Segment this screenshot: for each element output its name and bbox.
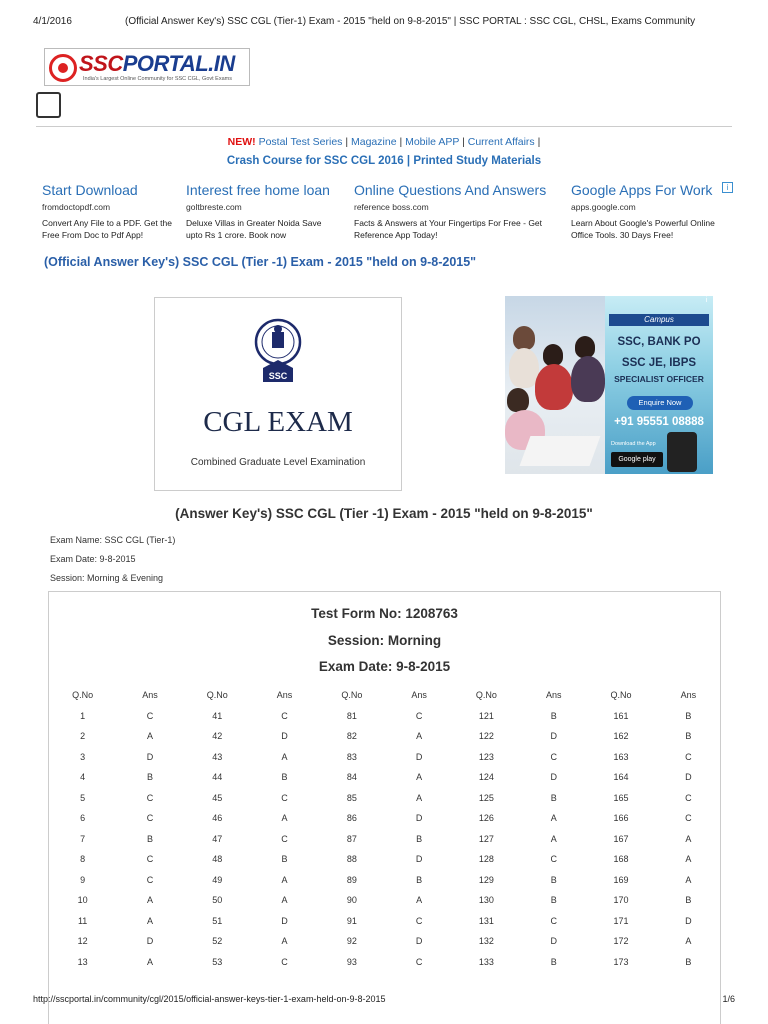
nav-link-crash-course[interactable]: Crash Course for SSC CGL 2016 xyxy=(226,155,404,167)
column-header: Ans xyxy=(680,690,697,701)
answer-cell: A xyxy=(416,731,423,742)
question-number-cell: 52 xyxy=(212,936,223,947)
table-row xyxy=(49,849,722,870)
ad-domain: fromdoctopdf.com xyxy=(42,202,111,212)
promo-line2: SSC JE, IBPS xyxy=(621,357,697,369)
phone-icon xyxy=(667,432,697,472)
question-number-cell: 11 xyxy=(77,915,88,926)
promo-line3: SPECIALIST OFFICER xyxy=(614,374,704,384)
question-number-cell: 13 xyxy=(77,956,88,967)
answer-cell: B xyxy=(281,772,288,783)
answer-cell: C xyxy=(146,710,154,721)
header-divider xyxy=(36,126,732,127)
nav-link-magazine[interactable]: Magazine xyxy=(351,136,397,148)
question-number-cell: 48 xyxy=(212,854,223,865)
question-number-cell: 130 xyxy=(478,895,494,906)
answer-cell: A xyxy=(685,854,692,865)
answer-cell: C xyxy=(146,854,154,865)
answer-cell: C xyxy=(146,874,154,885)
new-badge: NEW! xyxy=(227,136,256,148)
question-number-cell: 167 xyxy=(613,833,629,844)
question-number-cell: 123 xyxy=(478,751,494,762)
enquire-now-button[interactable]: Enquire Now xyxy=(627,396,693,410)
ad-item[interactable] xyxy=(42,182,182,241)
answer-cell: A xyxy=(281,813,288,824)
question-number-cell: 165 xyxy=(613,792,629,803)
question-number-cell: 47 xyxy=(212,833,223,844)
question-number-cell: 81 xyxy=(346,710,357,721)
answer-cell: A xyxy=(146,956,153,967)
question-number-cell: 169 xyxy=(613,874,629,885)
answer-cell: B xyxy=(146,833,153,844)
answer-cell: C xyxy=(685,813,692,824)
answer-cell: D xyxy=(550,731,557,742)
print-page-title: (Official Answer Key's) SSC CGL (Tier-1) Exam - 2015 "held on 9-8-2015" | SSC PORTAL : SSC CGL, CHSL, Exams Community xyxy=(125,16,696,27)
question-number-cell: 124 xyxy=(478,772,494,783)
answer-cell: D xyxy=(415,854,423,865)
question-number-cell: 131 xyxy=(478,915,494,926)
question-number-cell: 133 xyxy=(478,956,494,967)
ad-choices-icon[interactable]: i xyxy=(722,182,733,193)
question-number-cell: 166 xyxy=(613,813,629,824)
site-logo-text: SSCPORTAL.IN xyxy=(79,51,235,76)
ad-item[interactable] xyxy=(186,182,338,241)
answer-cell: A xyxy=(281,895,288,906)
answer-cell: B xyxy=(146,772,153,783)
question-number-cell: 85 xyxy=(346,792,357,803)
table-row xyxy=(49,952,722,973)
question-number-cell: 1 xyxy=(80,710,86,721)
question-number-cell: 126 xyxy=(478,813,494,824)
answer-cell: B xyxy=(416,874,423,885)
answer-cell: D xyxy=(685,772,692,783)
promo-panel xyxy=(605,296,713,474)
table-row xyxy=(49,890,722,911)
top-nav: NEW! Postal Test Series | Magazine | Mobile APP | Current Affairs | xyxy=(227,136,541,148)
ad-domain: goltbreste.com xyxy=(186,202,242,212)
cgl-exam-banner xyxy=(154,297,402,491)
answer-cell: C xyxy=(281,956,288,967)
answer-cell: A xyxy=(550,833,557,844)
answer-cell: C xyxy=(415,956,423,967)
answer-cell: B xyxy=(685,956,692,967)
answer-cell: C xyxy=(281,710,288,721)
nav-link-current-affairs[interactable]: Current Affairs xyxy=(467,136,535,148)
print-date: 4/1/2016 xyxy=(33,16,72,27)
question-number-cell: 161 xyxy=(613,710,629,721)
promo-nav: Crash Course for SSC CGL 2016 | Printed Study Materials xyxy=(226,155,542,167)
question-number-cell: 51 xyxy=(212,915,223,926)
question-number-cell: 49 xyxy=(212,874,223,885)
test-form-number: Test Form No: 1208763 xyxy=(311,606,458,621)
question-number-cell: 44 xyxy=(212,772,223,783)
table-exam-date: Exam Date: 9-8-2015 xyxy=(318,659,451,674)
table-session: Session: Morning xyxy=(327,633,442,648)
answer-cell: D xyxy=(415,813,423,824)
answer-cell: C xyxy=(281,792,288,803)
question-number-cell: 53 xyxy=(212,956,223,967)
question-number-cell: 125 xyxy=(478,792,494,803)
answer-cell: A xyxy=(146,915,153,926)
question-number-cell: 171 xyxy=(613,915,629,926)
question-number-cell: 129 xyxy=(478,874,494,885)
answer-cell: C xyxy=(415,915,423,926)
column-header: Q.No xyxy=(341,690,363,701)
table-row xyxy=(49,788,722,809)
section-title: (Answer Key's) SSC CGL (Tier -1) Exam - 2015 "held on 9-8-2015" xyxy=(175,506,593,521)
table-row xyxy=(49,829,722,850)
question-number-cell: 83 xyxy=(346,751,357,762)
question-number-cell: 132 xyxy=(478,936,494,947)
answer-cell: A xyxy=(416,895,423,906)
answer-cell: D xyxy=(146,936,154,947)
question-number-cell: 86 xyxy=(346,813,357,824)
column-header: Q.No xyxy=(206,690,228,701)
question-number-cell: 4 xyxy=(80,772,86,783)
question-number-cell: 172 xyxy=(613,936,629,947)
answer-cell: D xyxy=(685,915,692,926)
question-number-cell: 90 xyxy=(346,895,357,906)
table-row xyxy=(49,706,722,727)
ad-title[interactable]: Start Download xyxy=(42,182,138,198)
answer-cell: A xyxy=(281,751,288,762)
question-number-cell: 91 xyxy=(346,915,357,926)
table-row xyxy=(49,726,722,747)
column-header: Ans xyxy=(142,690,158,701)
question-number-cell: 162 xyxy=(613,731,629,742)
answer-cell: B xyxy=(416,833,423,844)
answer-key-panel xyxy=(48,591,721,1024)
question-number-cell: 127 xyxy=(478,833,494,844)
answer-cell: A xyxy=(281,936,288,947)
question-number-cell: 46 xyxy=(212,813,223,824)
ad-domain: reference boss.com xyxy=(354,202,429,212)
site-logo[interactable] xyxy=(44,48,250,86)
answer-cell: C xyxy=(146,813,154,824)
column-header: Ans xyxy=(411,690,427,701)
promo-phone[interactable]: +91 95551 08888 xyxy=(614,416,704,428)
answer-cell: D xyxy=(281,915,288,926)
promo-brand: Campus xyxy=(609,314,709,326)
table-header-row xyxy=(49,685,722,706)
answer-cell: A xyxy=(416,772,423,783)
answer-cell: C xyxy=(685,792,692,803)
nav-link-printed-study-materials[interactable]: Printed Study Materials xyxy=(413,155,542,167)
question-number-cell: 163 xyxy=(613,751,629,762)
table-row xyxy=(49,767,722,788)
answer-cell: B xyxy=(685,895,692,906)
exam-session: Session: Morning & Evening xyxy=(50,573,164,583)
question-number-cell: 84 xyxy=(346,772,357,783)
table-body xyxy=(49,706,722,973)
question-number-cell: 5 xyxy=(80,792,86,803)
coaching-promo-ad[interactable] xyxy=(505,296,713,474)
question-number-cell: 9 xyxy=(80,874,86,885)
answer-cell: A xyxy=(550,813,557,824)
column-header: Ans xyxy=(545,690,562,701)
ad-description: Facts & Answers at Your Fingertips For Free - Get Reference App Today! xyxy=(354,218,543,240)
question-number-cell: 42 xyxy=(212,731,223,742)
seal-label: SSC xyxy=(268,371,288,381)
answer-cell: B xyxy=(550,710,557,721)
question-number-cell: 170 xyxy=(613,895,629,906)
ad-description: Convert Any File to a PDF. Get the Free From Doc to Pdf App! xyxy=(42,218,172,240)
question-number-cell: 89 xyxy=(346,874,357,885)
answer-cell: C xyxy=(146,792,154,803)
ad-info-icon[interactable]: i xyxy=(705,297,708,304)
google-play-badge[interactable]: Google play xyxy=(611,452,663,467)
print-url: http://sscportal.in/community/cgl/2015/official-answer-keys-tier-1-exam-held-on-9-8-2015 xyxy=(33,994,386,1004)
column-header: Q.No xyxy=(610,690,632,701)
download-app-label: Download the App xyxy=(611,441,656,447)
page-number: 1/6 xyxy=(722,994,735,1004)
question-number-cell: 92 xyxy=(346,936,357,947)
banner-subtitle: Combined Graduate Level Examination xyxy=(190,457,366,468)
answer-cell: D xyxy=(415,751,423,762)
table-row xyxy=(49,870,722,891)
answer-cell: D xyxy=(550,772,557,783)
print-header xyxy=(33,16,735,30)
answer-cell: B xyxy=(685,710,692,721)
post-title[interactable]: (Official Answer Key's) SSC CGL (Tier -1) Exam - 2015 "held on 9-8-2015" xyxy=(44,255,477,269)
question-number-cell: 128 xyxy=(478,854,494,865)
answer-cell: A xyxy=(685,874,692,885)
ad-item[interactable] xyxy=(571,182,723,241)
ad-banner xyxy=(42,182,737,244)
nav-link-postal-test-series[interactable]: Postal Test Series xyxy=(258,136,343,148)
ad-domain: apps.google.com xyxy=(571,202,636,212)
answer-cell: B xyxy=(281,854,288,865)
ad-title[interactable]: Google Apps For Work xyxy=(571,182,713,198)
menu-checkbox[interactable] xyxy=(36,92,61,118)
question-number-cell: 50 xyxy=(212,895,223,906)
question-number-cell: 41 xyxy=(212,710,223,721)
answer-cell: A xyxy=(416,792,423,803)
site-tagline: India's Largest Online Community for SSC CGL, Govt Exams xyxy=(83,76,232,82)
question-number-cell: 7 xyxy=(80,833,86,844)
question-number-cell: 88 xyxy=(346,854,357,865)
answer-cell: C xyxy=(281,833,288,844)
exam-name: Exam Name: SSC CGL (Tier-1) xyxy=(50,535,176,545)
ad-title[interactable]: Online Questions And Answers xyxy=(354,182,547,198)
answer-cell: D xyxy=(281,731,288,742)
answer-cell: C xyxy=(685,751,692,762)
question-number-cell: 12 xyxy=(77,936,88,947)
question-number-cell: 168 xyxy=(613,854,629,865)
answer-key-table xyxy=(49,685,722,972)
table-row xyxy=(49,911,722,932)
table-row xyxy=(49,931,722,952)
question-number-cell: 45 xyxy=(212,792,223,803)
question-number-cell: 93 xyxy=(346,956,357,967)
answer-cell: B xyxy=(550,792,557,803)
answer-cell: B xyxy=(550,874,557,885)
question-number-cell: 8 xyxy=(80,854,86,865)
question-number-cell: 6 xyxy=(80,813,86,824)
answer-cell: D xyxy=(146,751,154,762)
banner-title: CGL EXAM xyxy=(203,406,353,438)
answer-cell: A xyxy=(146,895,153,906)
answer-cell: A xyxy=(281,874,288,885)
ad-description: Learn About Google's Powerful Online Office Tools. 30 Days Free! xyxy=(571,218,715,240)
answer-cell: B xyxy=(685,731,692,742)
answer-cell: D xyxy=(415,936,423,947)
answer-cell: B xyxy=(550,956,557,967)
column-header: Q.No xyxy=(475,690,497,701)
ad-description: Deluxe Villas in Greater Noida Save upto Rs 1 crore. Book now xyxy=(186,218,322,240)
answer-cell: D xyxy=(550,936,557,947)
question-number-cell: 164 xyxy=(613,772,629,783)
answer-cell: C xyxy=(550,915,557,926)
question-number-cell: 3 xyxy=(80,751,86,762)
exam-date: Exam Date: 9-8-2015 xyxy=(50,554,136,564)
ad-item[interactable] xyxy=(354,182,562,241)
question-number-cell: 121 xyxy=(478,710,494,721)
answer-cell: A xyxy=(146,731,153,742)
target-logo-icon xyxy=(49,54,77,82)
students-photo xyxy=(505,296,607,474)
answer-cell: C xyxy=(550,751,557,762)
table-row xyxy=(49,747,722,768)
question-number-cell: 82 xyxy=(346,731,357,742)
question-number-cell: 2 xyxy=(80,731,86,742)
answer-cell: B xyxy=(550,895,557,906)
table-row xyxy=(49,808,722,829)
answer-cell: A xyxy=(685,936,692,947)
question-number-cell: 10 xyxy=(77,895,88,906)
column-header: Q.No xyxy=(72,690,94,701)
question-number-cell: 87 xyxy=(346,833,357,844)
ad-title[interactable]: Interest free home loan xyxy=(186,182,330,198)
question-number-cell: 173 xyxy=(613,956,629,967)
question-number-cell: 43 xyxy=(212,751,223,762)
answer-cell: C xyxy=(550,854,557,865)
answer-cell: A xyxy=(685,833,692,844)
promo-line1: SSC, BANK PO xyxy=(617,336,701,348)
question-number-cell: 122 xyxy=(478,731,494,742)
column-header: Ans xyxy=(276,690,293,701)
ssc-seal-icon xyxy=(253,318,303,384)
nav-link-mobile-app[interactable]: Mobile APP xyxy=(405,136,460,148)
answer-cell: C xyxy=(415,710,423,721)
